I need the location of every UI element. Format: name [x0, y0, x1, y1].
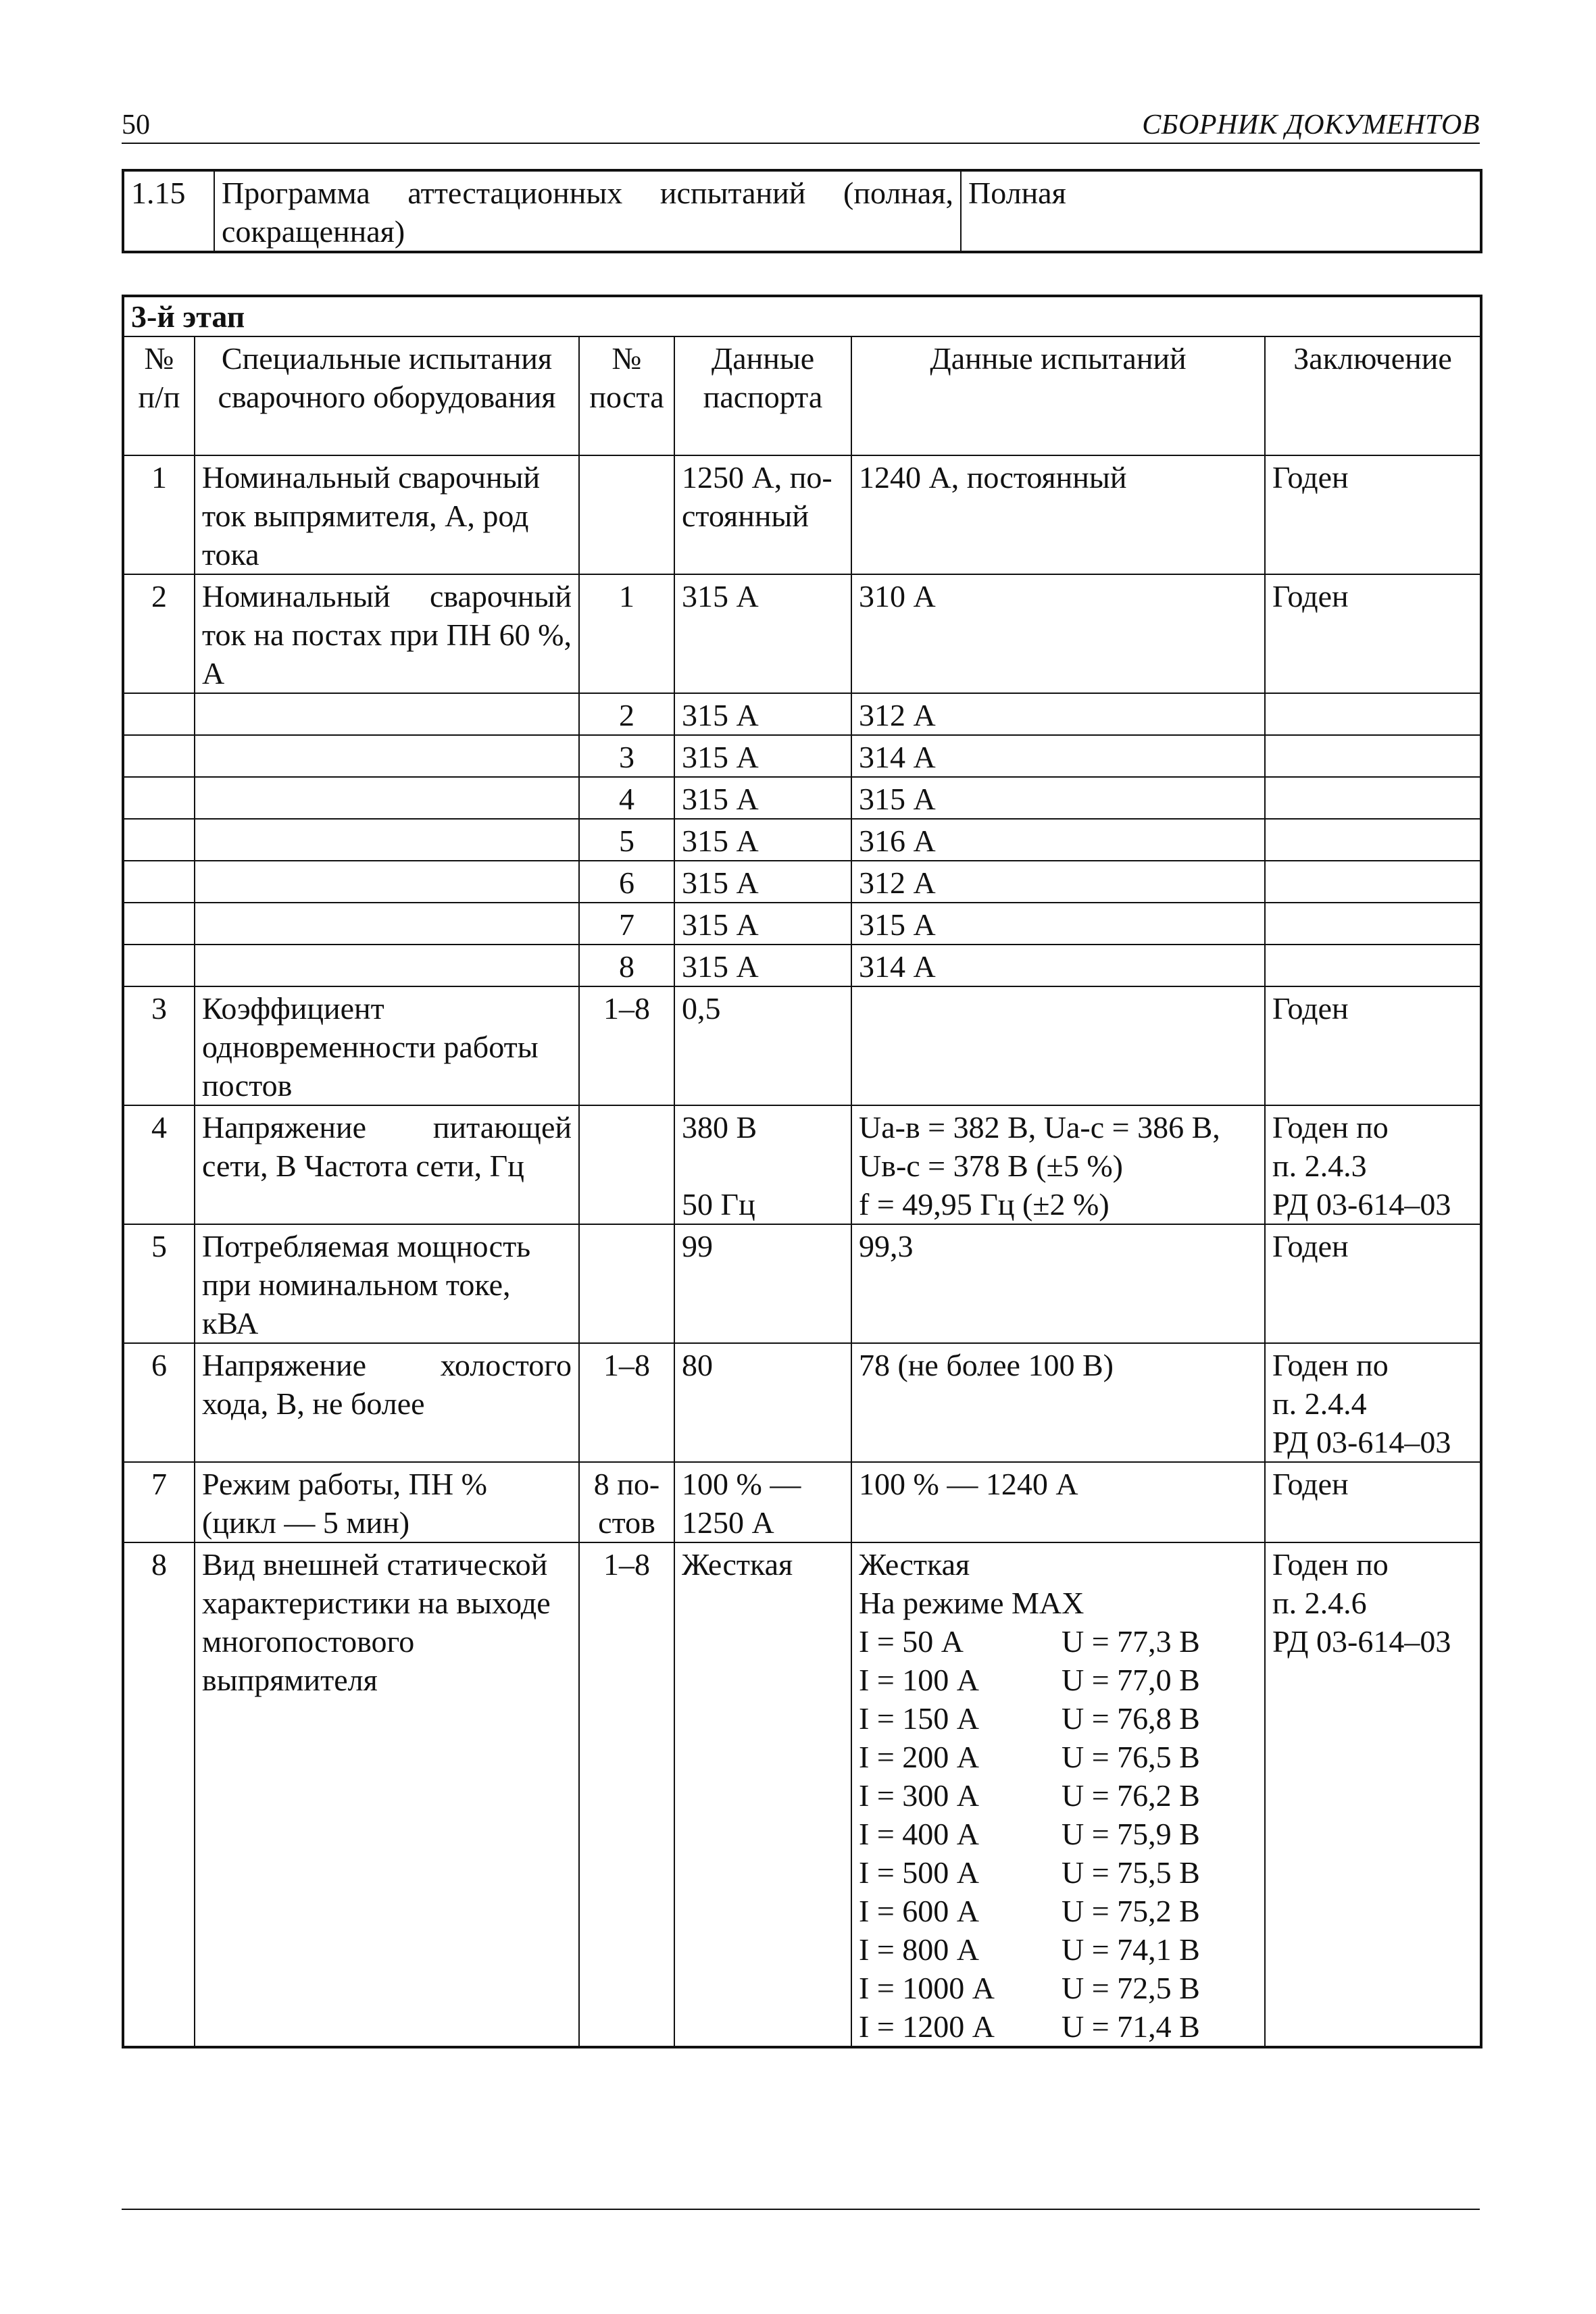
row-conclusion: Годен	[1265, 1462, 1481, 1542]
stage-title: 3-й этап	[123, 296, 1481, 336]
row-number	[123, 861, 195, 903]
characteristic-point	[859, 2007, 1257, 2046]
characteristic-point	[859, 1776, 1257, 1815]
table-row	[123, 945, 1481, 986]
characteristic-voltage: U = 75,5 В	[1062, 1855, 1200, 1890]
page-number: 50	[122, 109, 150, 141]
row-number	[123, 693, 195, 735]
row-conclusion: Годен	[1265, 455, 1481, 574]
row-conclusion: Годен	[1265, 1224, 1481, 1343]
row-number: 6	[123, 1343, 195, 1462]
row-test	[195, 777, 579, 819]
table-row	[123, 693, 1481, 735]
row-test: Режим работы, ПН % (цикл — 5 мин)	[195, 1462, 579, 1542]
row-conclusion	[1265, 693, 1481, 735]
row-post: 6	[579, 861, 674, 903]
row-number: 2	[123, 574, 195, 693]
characteristic-current: I = 150 А	[859, 1701, 979, 1736]
row-passport: 315 А	[674, 777, 851, 819]
characteristic-current: I = 1200 А	[859, 2009, 995, 2044]
row-test	[195, 693, 579, 735]
column-header-conclusion: Заключение	[1265, 336, 1481, 455]
stage-table	[122, 295, 1482, 2048]
row-passport: 315 А	[674, 861, 851, 903]
row-post: 1–8	[579, 986, 674, 1105]
row-number	[123, 903, 195, 945]
characteristic-point	[859, 1930, 1257, 1969]
table-row	[123, 1343, 1481, 1462]
row-post: 5	[579, 819, 674, 861]
table-row	[123, 1105, 1481, 1224]
row-conclusion: Годен по п. 2.4.6 РД 03-614–03	[1265, 1542, 1481, 2047]
row-result: 1240 А, постоянный	[851, 455, 1265, 574]
row-conclusion	[1265, 777, 1481, 819]
row-result: 315 А	[851, 777, 1265, 819]
characteristic-point	[859, 1661, 1257, 1699]
row-result: 100 % — 1240 А	[851, 1462, 1265, 1542]
row-number	[123, 777, 195, 819]
characteristic-voltage: U = 74,1 В	[1062, 1932, 1200, 1967]
row-passport: 80	[674, 1343, 851, 1462]
characteristic-current: I = 100 А	[859, 1663, 979, 1697]
running-title: СБОРНИК ДОКУМЕНТОВ	[1142, 109, 1480, 141]
row-passport: 315 А	[674, 693, 851, 735]
table-row	[123, 777, 1481, 819]
row-number: 1	[123, 455, 195, 574]
row-number	[123, 819, 195, 861]
row-conclusion	[1265, 861, 1481, 903]
row-test: Вид внешней статической характеристики на выходе многопостового выпрямителя	[195, 1542, 579, 2047]
characteristic-point	[859, 1699, 1257, 1738]
row-number: 8	[123, 1542, 195, 2047]
row-conclusion: Годен по п. 2.4.3 РД 03-614–03	[1265, 1105, 1481, 1224]
row-passport: 380 В 50 Гц	[674, 1105, 851, 1224]
row-result: 315 А	[851, 903, 1265, 945]
item-parameter: Программа аттестационных испытаний (полная, сокращенная)	[214, 170, 961, 252]
row-test: Коэффициент одновременности работы постов	[195, 986, 579, 1105]
column-header-num: № п/п	[123, 336, 195, 455]
row-test: Номинальный сварочный ток выпрямителя, А, род тока	[195, 455, 579, 574]
row-post	[579, 1105, 674, 1224]
row-result: 314 А	[851, 945, 1265, 986]
characteristic-point	[859, 1892, 1257, 1930]
row-post: 3	[579, 735, 674, 777]
table-row	[123, 1224, 1481, 1343]
row-conclusion	[1265, 819, 1481, 861]
row-conclusion	[1265, 735, 1481, 777]
row-test: Потребляемая мощность при номинальном токе, кВА	[195, 1224, 579, 1343]
row-number: 5	[123, 1224, 195, 1343]
row-post: 2	[579, 693, 674, 735]
table-row	[123, 455, 1481, 574]
table-row	[123, 1542, 1481, 2047]
row-conclusion	[1265, 945, 1481, 986]
row-test: Номинальный сварочный ток на постах при ПН 60 %, А	[195, 574, 579, 693]
row-test	[195, 861, 579, 903]
row-passport: 315 А	[674, 574, 851, 693]
row-number: 3	[123, 986, 195, 1105]
row-post	[579, 1224, 674, 1343]
row-test	[195, 945, 579, 986]
footer-rule	[122, 2209, 1480, 2210]
characteristic-current: I = 200 А	[859, 1740, 979, 1774]
row-number: 7	[123, 1462, 195, 1542]
characteristic-voltage: U = 76,8 В	[1062, 1701, 1200, 1736]
table-row	[123, 1462, 1481, 1542]
table-row	[123, 986, 1481, 1105]
row-passport: 1250 А, по- стоянный	[674, 455, 851, 574]
characteristic-current: I = 1000 А	[859, 1971, 995, 2005]
row-test	[195, 819, 579, 861]
row-conclusion: Годен по п. 2.4.4 РД 03-614–03	[1265, 1343, 1481, 1462]
row-post: 4	[579, 777, 674, 819]
item-number: 1.15	[123, 170, 214, 252]
characteristic-voltage: U = 75,2 В	[1062, 1894, 1200, 1928]
characteristic-current: I = 50 А	[859, 1624, 964, 1659]
row-passport: 315 А	[674, 735, 851, 777]
characteristic-point	[859, 1815, 1257, 1853]
characteristic-point	[859, 1622, 1257, 1661]
row-result: 312 А	[851, 693, 1265, 735]
row-post: 1–8	[579, 1343, 674, 1462]
characteristic-voltage: U = 71,4 В	[1062, 2009, 1200, 2044]
column-header-row	[123, 336, 1481, 455]
row-post: 1	[579, 574, 674, 693]
characteristic-current: I = 400 А	[859, 1817, 979, 1851]
row-conclusion: Годен	[1265, 986, 1481, 1105]
table-row	[123, 170, 1481, 252]
row-test: Напряжение холостого хода, В, не более	[195, 1343, 579, 1462]
table-row	[123, 819, 1481, 861]
characteristic-point	[859, 1969, 1257, 2007]
characteristic-voltage: U = 75,9 В	[1062, 1817, 1200, 1851]
stage-title-row	[123, 296, 1481, 336]
row-test: Напряжение питающей сети, В Частота сети, Гц	[195, 1105, 579, 1224]
table-row	[123, 861, 1481, 903]
row-conclusion: Годен	[1265, 574, 1481, 693]
header-rule	[122, 143, 1480, 144]
row-post: 8	[579, 945, 674, 986]
column-header-result: Данные испытаний	[851, 336, 1265, 455]
characteristic-current: I = 600 А	[859, 1894, 979, 1928]
row-number: 4	[123, 1105, 195, 1224]
row-result: 78 (не более 100 В)	[851, 1343, 1265, 1462]
row-result: 99,3	[851, 1224, 1265, 1343]
item-value: Полная	[961, 170, 1481, 252]
characteristic-current: I = 300 А	[859, 1778, 979, 1813]
characteristic-voltage: U = 77,0 В	[1062, 1663, 1200, 1697]
row-result: Жесткая На режиме MAX I = 50 А U = 77,3 В I = 100 А U = 77,0 В I = 150 А U = 76,8 В I = 200 А U = 76,5 В I = 300 А U = 76,2 В I = 400 А U = 75,9 В I = 500 А U = 75,5 В I = 600 А U = 75,2 В I = 800 А U = 74,1 В I = 1000 А U = 72,5 В I = 1200 А U = 71,4 В	[851, 1542, 1265, 2047]
column-header-passport: Данные паспорта	[674, 336, 851, 455]
characteristic-current: I = 500 А	[859, 1855, 979, 1890]
characteristic-voltage: U = 76,5 В	[1062, 1740, 1200, 1774]
item-1-15-table	[122, 169, 1482, 253]
row-passport: Жесткая	[674, 1542, 851, 2047]
row-result: 314 А	[851, 735, 1265, 777]
row-test	[195, 735, 579, 777]
row-number	[123, 735, 195, 777]
row-result: 316 А	[851, 819, 1265, 861]
row-post: 8 по- стов	[579, 1462, 674, 1542]
characteristic-point	[859, 1738, 1257, 1776]
characteristic-current: I = 800 А	[859, 1932, 979, 1967]
row-result	[851, 986, 1265, 1105]
row-post: 1–8	[579, 1542, 674, 2047]
row-test	[195, 903, 579, 945]
characteristic-voltage: U = 76,2 В	[1062, 1778, 1200, 1813]
table-row	[123, 735, 1481, 777]
row-result: Uа-в = 382 В, Uа-с = 386 В, Uв-с = 378 В (±5 %) f = 49,95 Гц (±2 %)	[851, 1105, 1265, 1224]
characteristic-voltage: U = 72,5 В	[1062, 1971, 1200, 2005]
row-passport: 100 % — 1250 А	[674, 1462, 851, 1542]
row-post: 7	[579, 903, 674, 945]
characteristic-voltage: U = 77,3 В	[1062, 1624, 1200, 1659]
row-passport: 99	[674, 1224, 851, 1343]
column-header-post: № поста	[579, 336, 674, 455]
row-post	[579, 455, 674, 574]
row-conclusion	[1265, 903, 1481, 945]
characteristic-point	[859, 1853, 1257, 1892]
stage-body	[123, 455, 1481, 2047]
row-passport: 315 А	[674, 819, 851, 861]
row-number	[123, 945, 195, 986]
row-passport: 315 А	[674, 903, 851, 945]
table-row	[123, 574, 1481, 693]
row-passport: 315 А	[674, 945, 851, 986]
row-passport: 0,5	[674, 986, 851, 1105]
table-row	[123, 903, 1481, 945]
column-header-test: Специальные испытания сварочного оборудования	[195, 336, 579, 455]
row-result: 312 А	[851, 861, 1265, 903]
row-result: 310 А	[851, 574, 1265, 693]
